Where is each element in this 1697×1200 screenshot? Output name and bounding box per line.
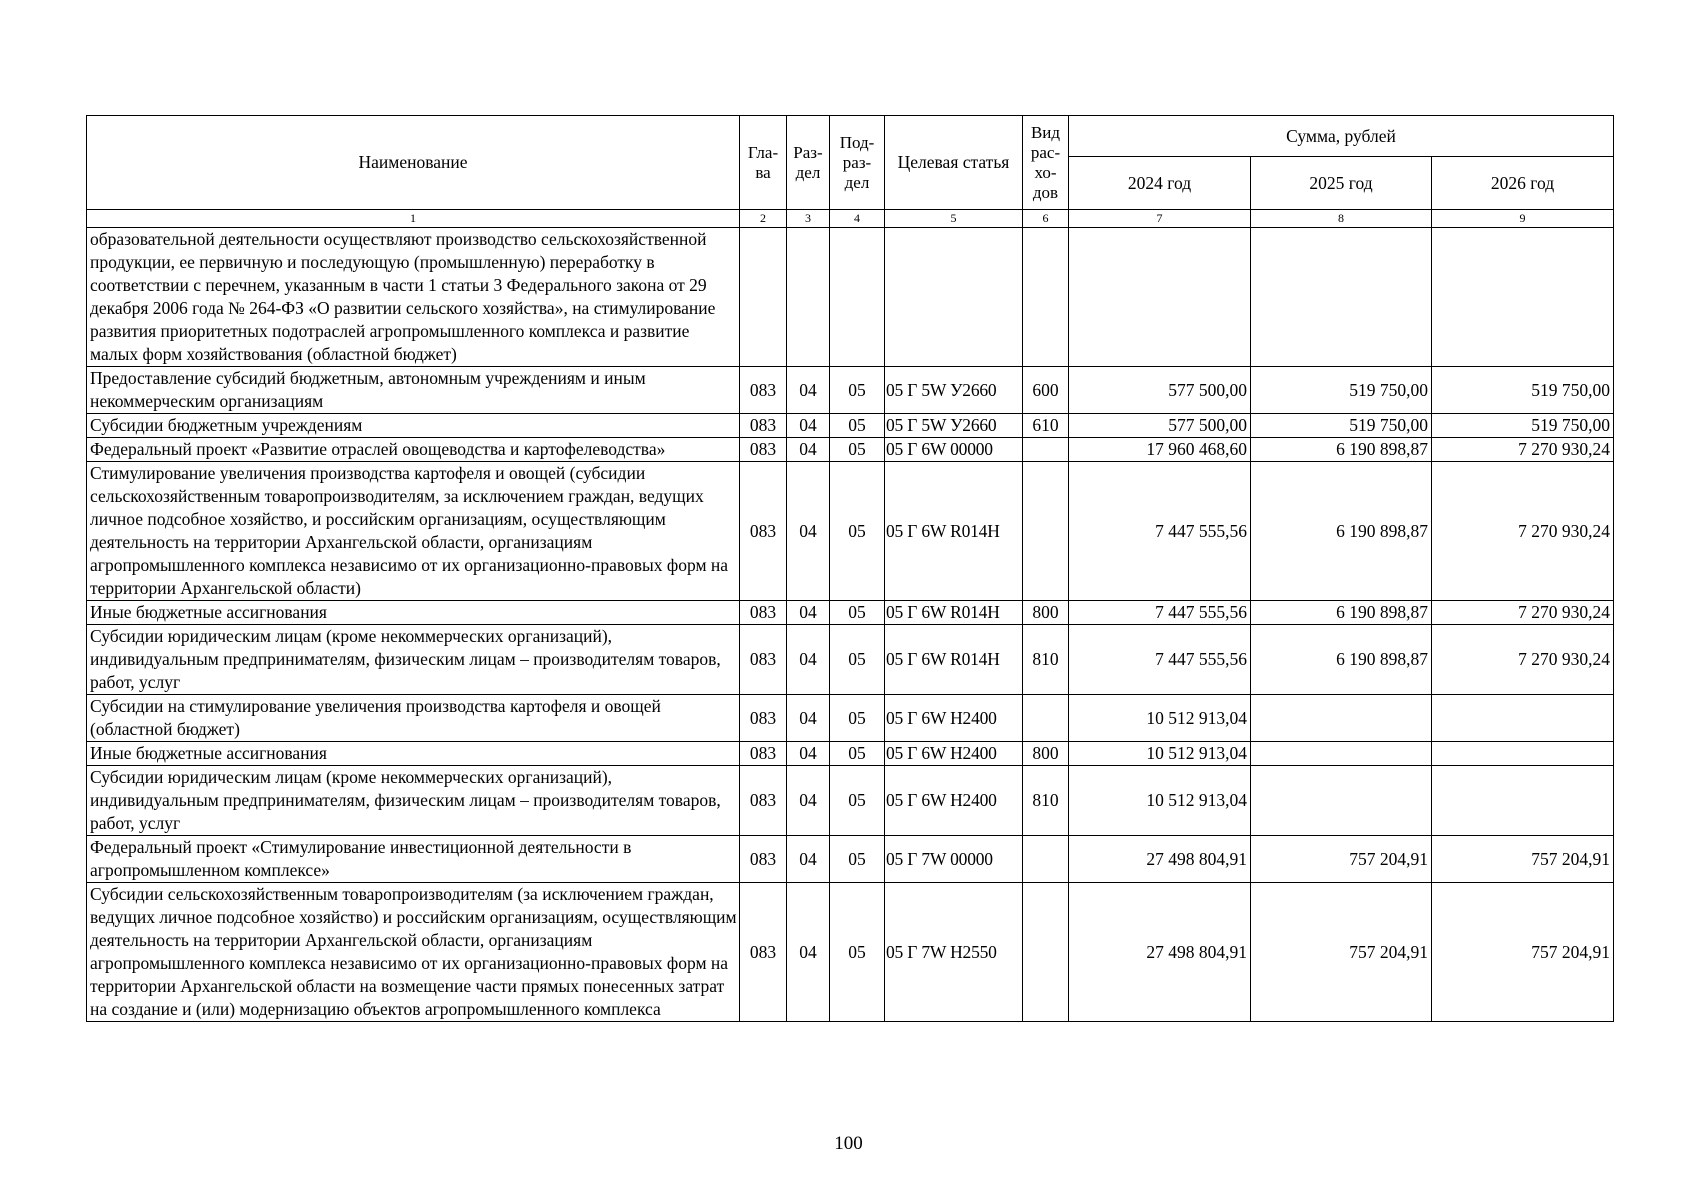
row-subsection: 05 xyxy=(830,625,885,695)
row-amount-2026: 519 750,00 xyxy=(1432,414,1614,438)
row-target-article: 05 Г 6W Н2400 xyxy=(885,742,1023,766)
row-amount-2024: 10 512 913,04 xyxy=(1069,742,1251,766)
row-amount-2026 xyxy=(1432,695,1614,742)
table-row xyxy=(87,883,1614,1022)
row-amount-2025: 6 190 898,87 xyxy=(1251,438,1432,462)
row-subsection: 05 xyxy=(830,695,885,742)
row-chapter: 083 xyxy=(740,414,787,438)
row-section: 04 xyxy=(787,742,830,766)
row-chapter: 083 xyxy=(740,438,787,462)
budget-table xyxy=(86,115,1614,1022)
row-chapter: 083 xyxy=(740,766,787,836)
row-name: образовательной деятельности осуществляют производство сельскохозяйственной продукции, ее первичную и последующую (промышленную) переработку в соответствии с перечнем, указанным в части 1 статьи 3 Федерального закона от 29 декабря 2006 года № 264-ФЗ «О развитии сельского хозяйства», на стимулирование развития приоритетных подотраслей агропромышленного комплекса и развитие малых форм хозяйствования (областной бюджет) xyxy=(87,228,740,367)
row-amount-2025: 519 750,00 xyxy=(1251,367,1432,414)
table-row xyxy=(87,438,1614,462)
row-amount-2025 xyxy=(1251,742,1432,766)
table-row xyxy=(87,367,1614,414)
column-number: 7 xyxy=(1069,210,1251,228)
row-chapter: 083 xyxy=(740,883,787,1022)
row-target-article: 05 Г 6W Н2400 xyxy=(885,766,1023,836)
table-row xyxy=(87,601,1614,625)
row-amount-2024: 27 498 804,91 xyxy=(1069,836,1251,883)
row-amount-2024: 577 500,00 xyxy=(1069,367,1251,414)
row-amount-2024: 10 512 913,04 xyxy=(1069,766,1251,836)
row-section: 04 xyxy=(787,766,830,836)
row-amount-2026: 7 270 930,24 xyxy=(1432,438,1614,462)
row-name: Субсидии бюджетным учреждениям xyxy=(87,414,740,438)
row-amount-2024: 27 498 804,91 xyxy=(1069,883,1251,1022)
row-chapter: 083 xyxy=(740,625,787,695)
row-expense-type: 810 xyxy=(1023,766,1069,836)
row-amount-2025 xyxy=(1251,695,1432,742)
row-expense-type: 810 xyxy=(1023,625,1069,695)
row-amount-2026: 7 270 930,24 xyxy=(1432,625,1614,695)
column-number: 5 xyxy=(885,210,1023,228)
row-amount-2024 xyxy=(1069,228,1251,367)
row-target-article: 05 Г 7W Н2550 xyxy=(885,883,1023,1022)
row-subsection: 05 xyxy=(830,742,885,766)
row-amount-2024: 7 447 555,56 xyxy=(1069,601,1251,625)
row-target-article: 05 Г 6W R014Н xyxy=(885,601,1023,625)
row-section: 04 xyxy=(787,625,830,695)
row-chapter: 083 xyxy=(740,836,787,883)
row-subsection: 05 xyxy=(830,883,885,1022)
page-number: 100 xyxy=(834,1133,863,1154)
column-number: 4 xyxy=(830,210,885,228)
row-subsection xyxy=(830,228,885,367)
row-chapter: 083 xyxy=(740,462,787,601)
row-amount-2024: 10 512 913,04 xyxy=(1069,695,1251,742)
row-expense-type: 610 xyxy=(1023,414,1069,438)
row-amount-2026: 757 204,91 xyxy=(1432,883,1614,1022)
row-name: Предоставление субсидий бюджетным, автономным учреждениям и иным некоммерческим организациям xyxy=(87,367,740,414)
table-row xyxy=(87,836,1614,883)
row-subsection: 05 xyxy=(830,462,885,601)
row-amount-2025: 6 190 898,87 xyxy=(1251,625,1432,695)
header-sum: Сумма, рублей xyxy=(1069,116,1614,157)
table-row xyxy=(87,414,1614,438)
row-amount-2025 xyxy=(1251,766,1432,836)
row-target-article: 05 Г 5W У2660 xyxy=(885,414,1023,438)
row-section: 04 xyxy=(787,601,830,625)
row-chapter: 083 xyxy=(740,601,787,625)
row-target-article: 05 Г 6W R014Н xyxy=(885,462,1023,601)
header-year-2026: 2026 год xyxy=(1432,157,1614,210)
row-amount-2025: 757 204,91 xyxy=(1251,836,1432,883)
row-section: 04 xyxy=(787,462,830,601)
row-name: Субсидии на стимулирование увеличения производства картофеля и овощей (областной бюджет) xyxy=(87,695,740,742)
row-section: 04 xyxy=(787,695,830,742)
table-row xyxy=(87,462,1614,601)
row-amount-2024: 7 447 555,56 xyxy=(1069,462,1251,601)
table-body xyxy=(87,228,1614,1022)
row-chapter xyxy=(740,228,787,367)
row-amount-2026 xyxy=(1432,228,1614,367)
column-number: 9 xyxy=(1432,210,1614,228)
header-expense-type: Вид рас-хо-дов xyxy=(1023,116,1069,210)
row-amount-2026 xyxy=(1432,742,1614,766)
row-name: Федеральный проект «Стимулирование инвестиционной деятельности в агропромышленном комплексе» xyxy=(87,836,740,883)
column-number: 6 xyxy=(1023,210,1069,228)
table-row xyxy=(87,228,1614,367)
row-name: Федеральный проект «Развитие отраслей овощеводства и картофелеводства» xyxy=(87,438,740,462)
header-year-2025: 2025 год xyxy=(1251,157,1432,210)
row-subsection: 05 xyxy=(830,367,885,414)
row-chapter: 083 xyxy=(740,367,787,414)
table-row xyxy=(87,766,1614,836)
column-number: 2 xyxy=(740,210,787,228)
table-row xyxy=(87,695,1614,742)
row-target-article: 05 Г 6W Н2400 xyxy=(885,695,1023,742)
row-expense-type xyxy=(1023,836,1069,883)
column-number: 3 xyxy=(787,210,830,228)
row-expense-type xyxy=(1023,438,1069,462)
row-amount-2024: 7 447 555,56 xyxy=(1069,625,1251,695)
header-year-2024: 2024 год xyxy=(1069,157,1251,210)
row-section: 04 xyxy=(787,836,830,883)
row-amount-2025 xyxy=(1251,228,1432,367)
row-expense-type xyxy=(1023,695,1069,742)
row-chapter: 083 xyxy=(740,742,787,766)
row-amount-2026: 757 204,91 xyxy=(1432,836,1614,883)
row-subsection: 05 xyxy=(830,414,885,438)
row-section xyxy=(787,228,830,367)
header-chapter: Гла-ва xyxy=(740,116,787,210)
row-target-article: 05 Г 6W 00000 xyxy=(885,438,1023,462)
table-header xyxy=(87,116,1614,228)
column-numbers-row xyxy=(87,210,1614,228)
row-name: Иные бюджетные ассигнования xyxy=(87,601,740,625)
row-amount-2026: 7 270 930,24 xyxy=(1432,601,1614,625)
row-amount-2026: 519 750,00 xyxy=(1432,367,1614,414)
row-amount-2025: 757 204,91 xyxy=(1251,883,1432,1022)
table-row xyxy=(87,742,1614,766)
row-target-article xyxy=(885,228,1023,367)
row-target-article: 05 Г 7W 00000 xyxy=(885,836,1023,883)
row-expense-type: 600 xyxy=(1023,367,1069,414)
header-target-article: Целевая статья xyxy=(885,116,1023,210)
row-subsection: 05 xyxy=(830,836,885,883)
row-expense-type xyxy=(1023,462,1069,601)
row-chapter: 083 xyxy=(740,695,787,742)
row-expense-type: 800 xyxy=(1023,742,1069,766)
header-subsection: Под-раз-дел xyxy=(830,116,885,210)
row-subsection: 05 xyxy=(830,766,885,836)
row-section: 04 xyxy=(787,367,830,414)
row-amount-2026 xyxy=(1432,766,1614,836)
row-expense-type xyxy=(1023,228,1069,367)
column-number: 8 xyxy=(1251,210,1432,228)
row-name: Субсидии юридическим лицам (кроме некоммерческих организаций), индивидуальным предпринимателям, физическим лицам – производителям товаров, работ, услуг xyxy=(87,766,740,836)
column-number: 1 xyxy=(87,210,740,228)
row-subsection: 05 xyxy=(830,601,885,625)
row-amount-2025: 6 190 898,87 xyxy=(1251,601,1432,625)
row-target-article: 05 Г 5W У2660 xyxy=(885,367,1023,414)
row-name: Субсидии сельскохозяйственным товаропроизводителям (за исключением граждан, ведущих личное подсобное хозяйство) и российским организациям, осуществляющим деятельность на территории Архангельской области, организациям агропромышленного комплекса независимо от их организационно-правовых форм на территории Архангельской области на возмещение части прямых понесенных затрат на создание и (или) модернизацию объектов агропромышленного комплекса xyxy=(87,883,740,1022)
row-subsection: 05 xyxy=(830,438,885,462)
row-name: Иные бюджетные ассигнования xyxy=(87,742,740,766)
header-section: Раз-дел xyxy=(787,116,830,210)
row-name: Стимулирование увеличения производства картофеля и овощей (субсидии сельскохозяйственным товаропроизводителям, за исключением граждан, ведущих личное подсобное хозяйство, и российским организациям, осуществляющим деятельность на территории Архангельской области, организациям агропромышленного комплекса независимо от их организационно-правовых форм на территории Архангельской области) xyxy=(87,462,740,601)
header-name: Наименование xyxy=(87,116,740,210)
row-target-article: 05 Г 6W R014Н xyxy=(885,625,1023,695)
row-expense-type xyxy=(1023,883,1069,1022)
row-name: Субсидии юридическим лицам (кроме некоммерческих организаций), индивидуальным предпринимателям, физическим лицам – производителям товаров, работ, услуг xyxy=(87,625,740,695)
row-amount-2024: 577 500,00 xyxy=(1069,414,1251,438)
row-section: 04 xyxy=(787,438,830,462)
row-amount-2026: 7 270 930,24 xyxy=(1432,462,1614,601)
row-expense-type: 800 xyxy=(1023,601,1069,625)
table-row xyxy=(87,625,1614,695)
row-amount-2025: 6 190 898,87 xyxy=(1251,462,1432,601)
row-section: 04 xyxy=(787,883,830,1022)
row-amount-2025: 519 750,00 xyxy=(1251,414,1432,438)
row-section: 04 xyxy=(787,414,830,438)
row-amount-2024: 17 960 468,60 xyxy=(1069,438,1251,462)
